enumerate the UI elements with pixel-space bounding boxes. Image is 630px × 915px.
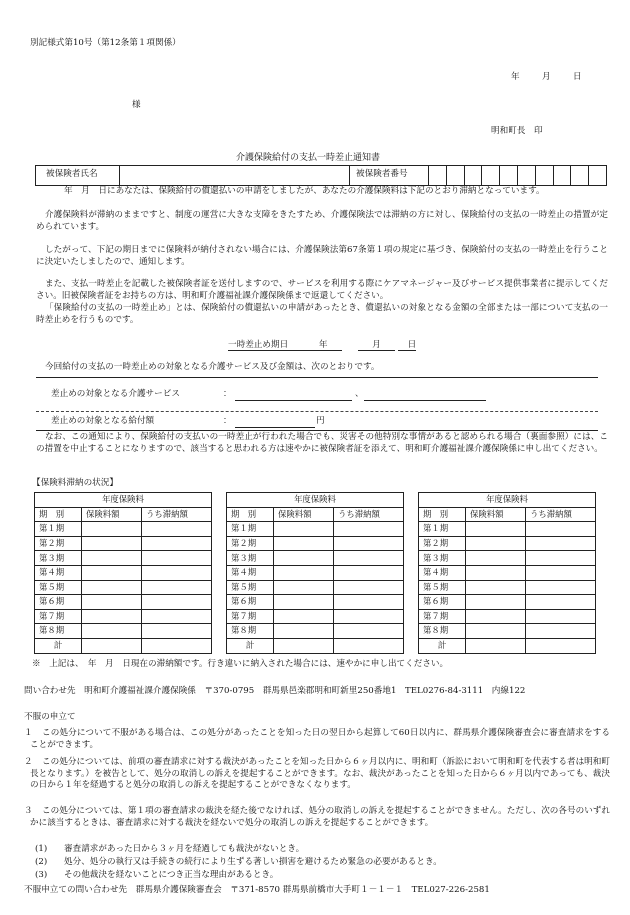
paragraph-decision: したがって、下記の期日までに保険料が納付されない場合には、介護保険法第67条第１項の規定に基づき、保険給付の支払の一時差止を行うことに決定いたしましたので、通知します。 [36, 245, 608, 267]
overdue-cell [334, 551, 404, 566]
overdue-cell [142, 595, 212, 610]
deadline-month: 月 [358, 340, 395, 351]
period-label: 第３期 [227, 551, 274, 566]
arrears-table [418, 492, 596, 654]
deadline-label: 一時差止め期日 [228, 340, 338, 351]
date-year: 年 [511, 72, 520, 82]
total-fee-cell [466, 638, 526, 653]
period-label: 第２期 [419, 536, 466, 551]
fee-cell [274, 565, 334, 580]
number-box-divider [428, 166, 429, 185]
appeal-sub-num-2: (2) [35, 857, 48, 867]
number-box-divider [588, 166, 589, 185]
total-label: 計 [419, 638, 466, 653]
overdue-cell [526, 595, 596, 610]
fee-cell [466, 580, 526, 595]
overdue-cell [526, 522, 596, 537]
overdue-cell [526, 624, 596, 639]
number-box-divider [553, 166, 554, 185]
fee-cell [274, 609, 334, 624]
fee-cell [274, 522, 334, 537]
fee-cell [466, 551, 526, 566]
appeal-heading: 不服の申立て [24, 712, 76, 722]
period-label: 第４期 [419, 565, 466, 580]
appeal-num-2: ２ [24, 757, 33, 767]
year-fee-header: 年度保険料 [35, 493, 212, 508]
table-row [35, 580, 212, 595]
period-header: 期 別 [35, 507, 82, 522]
table-row [35, 536, 212, 551]
total-fee-cell [274, 638, 334, 653]
table-row [227, 522, 404, 537]
fee-cell [82, 536, 142, 551]
amount-field [235, 427, 315, 428]
period-label: 第８期 [419, 624, 466, 639]
table-row [35, 609, 212, 624]
arrears-table [34, 492, 212, 654]
fee-cell [274, 595, 334, 610]
overdue-header: うち滞納額 [334, 507, 404, 522]
table-row [419, 580, 596, 595]
period-label: 第１期 [227, 522, 274, 537]
table-row [35, 551, 212, 566]
deadline-line [228, 340, 424, 352]
service-colon: ： [223, 389, 232, 399]
fee-cell [82, 595, 142, 610]
number-box-divider [535, 166, 536, 185]
number-box-divider [446, 166, 447, 185]
overdue-cell [526, 536, 596, 551]
overdue-cell [142, 551, 212, 566]
table-row [419, 624, 596, 639]
table-row [419, 565, 596, 580]
deadline-year: 年 [319, 340, 342, 351]
overdue-cell [142, 565, 212, 580]
table-row [419, 551, 596, 566]
fee-cell [274, 624, 334, 639]
number-box-divider [570, 166, 571, 185]
total-overdue-cell [334, 638, 404, 653]
paragraph-card: また、支払一時差止を記載した被保険者証を送付しますので、サービスを利用する際にケアマネージャー及びサービス提供事業者に提示してください。旧被保険者証をお持ちの方は、明和町介護福祉課介護保険係まで返還してください。 [36, 279, 608, 301]
deadline-day: 日 [398, 340, 417, 351]
amount-label: 差止めの対象となる給付額 [51, 416, 155, 426]
insured-name-label: 被保険者氏名 [46, 169, 98, 179]
period-label: 第３期 [35, 551, 82, 566]
arrears-table [226, 492, 404, 654]
period-header: 期 別 [419, 507, 466, 522]
fee-cell [82, 609, 142, 624]
fee-cell [466, 522, 526, 537]
table-row [35, 565, 212, 580]
total-overdue-cell [526, 638, 596, 653]
fee-cell [466, 565, 526, 580]
fee-cell [466, 609, 526, 624]
amount-yen: 円 [316, 416, 325, 426]
appeal-sub-item-3: その他裁決を経ないことにつき正当な理由があるとき。 [64, 870, 279, 880]
period-label: 第６期 [227, 595, 274, 610]
appeal-item-1: この処分について不服がある場合は、この処分があったことを知った日の翌日から起算して60日以内に、群馬県介護保険審査会に審査請求をすることができます。 [30, 728, 610, 750]
appeal-num-1: １ [24, 728, 33, 738]
table-row [227, 580, 404, 595]
form-id: 別記様式第10号（第12条第１項関係） [30, 38, 181, 48]
fee-cell [274, 580, 334, 595]
appeal-sub-num-1: (1) [35, 844, 48, 854]
table-row [35, 522, 212, 537]
period-label: 第８期 [35, 624, 82, 639]
overdue-cell [334, 595, 404, 610]
overdue-cell [142, 536, 212, 551]
amount-colon: ： [223, 416, 232, 426]
table-row [227, 624, 404, 639]
appeal-num-3: ３ [24, 806, 33, 816]
period-label: 第７期 [35, 609, 82, 624]
disaster-note: なお、この通知により、保険給付の支払いの一時差止が行われた場合でも、災害その他特別な事情があると認められる場合（裏面参照）には、この措置を中止することになりますので、該当すると思われる方は速やかに被保険者証を添えて、明和町介護福祉課介護保険係に申し出てください。 [36, 432, 608, 454]
service-field-2 [364, 400, 486, 401]
overdue-header: うち滞納額 [142, 507, 212, 522]
service-label: 差止めの対象となる介護サービス [51, 389, 180, 399]
fee-cell [466, 624, 526, 639]
year-fee-header: 年度保険料 [227, 493, 404, 508]
contact-info: 問い合わせ先 明和町介護福祉課介護保険係 〒370-0795 群馬県邑楽郡明和町新里250番地1 TEL0276-84-3111 内線122 [24, 686, 526, 696]
number-box-divider [499, 166, 500, 185]
period-label: 第８期 [227, 624, 274, 639]
appeal-sub-num-3: (3) [35, 870, 48, 880]
period-label: 第２期 [35, 536, 82, 551]
year-fee-header: 年度保険料 [419, 493, 596, 508]
overdue-cell [334, 609, 404, 624]
table-row [419, 536, 596, 551]
table-row [35, 624, 212, 639]
period-label: 第３期 [419, 551, 466, 566]
insured-header-table [35, 165, 607, 186]
document-title: 介護保険給付の支払一時差止通知書 [236, 153, 381, 163]
fee-cell [274, 536, 334, 551]
fee-cell [82, 522, 142, 537]
overdue-cell [526, 565, 596, 580]
paragraph-definition: 「保険給付の支払の一時差止め」とは、保険給付の償還払いの申請があったとき、償還払いの対象となる金額の全部または一部について支払の一時差止めを行うものです。 [36, 303, 608, 325]
table-row [35, 595, 212, 610]
table-row [227, 536, 404, 551]
overdue-cell [334, 565, 404, 580]
date-day: 日 [573, 72, 582, 82]
period-label: 第２期 [227, 536, 274, 551]
period-label: 第１期 [419, 522, 466, 537]
paragraph-system: 介護保険料が滞納のままですと、制度の運営に大きな支障をきたすため、介護保険法では滞納の方に対し、保険給付の支払の一時差止の措置が定められています。 [36, 210, 608, 232]
service-field-1 [235, 400, 352, 401]
date-month: 月 [542, 72, 551, 82]
overdue-cell [334, 536, 404, 551]
overdue-cell [142, 609, 212, 624]
fee-cell [82, 580, 142, 595]
overdue-cell [142, 580, 212, 595]
number-box-divider [464, 166, 465, 185]
status-heading: 【保険料滞納の状況】 [32, 478, 118, 488]
table-row [419, 609, 596, 624]
overdue-cell [334, 580, 404, 595]
table-row [419, 595, 596, 610]
appeal-item-3: この処分については、第１項の審査請求の裁決を経た後でなければ、処分の取消しの訴えを提起することができません。ただし、次の各号のいずれかに該当するときは、審査請求に対する裁決を経ないで処分の取消しの訴えを提起することができます。 [30, 806, 610, 828]
overdue-cell [334, 522, 404, 537]
period-label: 第５期 [419, 580, 466, 595]
total-fee-cell [82, 638, 142, 653]
table-row [227, 565, 404, 580]
fee-cell [82, 624, 142, 639]
status-note: ※ 上記は、 年 月 日現在の滞納額です。行き違いに納入された場合には、速やかに申し出てください。 [32, 659, 449, 669]
overdue-cell [142, 522, 212, 537]
appeal-item-2: この処分については、前項の審査請求に対する裁決があったことを知った日から６ヶ月以内に、明和町（訴訟において明和町を代表する者は明和町長となります。）を被告として、処分の取消しの訴えを提起することができます。なお、裁決があったことを知った日から６ヶ月以内であっても、裁決の日から１年を経過すると処分の取消しの訴えを提起することができなくなります。 [30, 757, 610, 791]
fee-cell [466, 595, 526, 610]
overdue-cell [526, 551, 596, 566]
period-label: 第１期 [35, 522, 82, 537]
appeal-sub-item-1: 審査請求があった日から３ヶ月を経過しても裁決がないとき。 [64, 844, 305, 854]
fee-cell [82, 565, 142, 580]
fee-cell [466, 536, 526, 551]
overdue-cell [526, 580, 596, 595]
fee-header: 保険料額 [466, 507, 526, 522]
period-label: 第６期 [419, 595, 466, 610]
service-separator: 、 [355, 389, 364, 399]
paragraph-application: 年 月 日にあなたは、保険給付の償還払いの申請をしましたが、あなたの介護保険料は下記のとおり滞納となっています。 [64, 186, 545, 196]
total-label: 計 [227, 638, 274, 653]
total-label: 計 [35, 638, 82, 653]
appeal-contact: 不服申立ての問い合わせ先 群馬県介護保険審査会 〒371-8570 群馬県前橋市大手町１－１－１ TEL027-226-2581 [24, 885, 490, 895]
overdue-cell [334, 624, 404, 639]
table-row [227, 551, 404, 566]
table-row [419, 522, 596, 537]
period-label: 第５期 [35, 580, 82, 595]
addressee-suffix: 様 [132, 100, 141, 110]
period-label: 第７期 [419, 609, 466, 624]
period-label: 第４期 [227, 565, 274, 580]
target-intro: 今回給付の支払の一時差止めの対象となる介護サービス及び金額は、次のとおりです。 [45, 362, 380, 372]
total-overdue-cell [142, 638, 212, 653]
overdue-cell [526, 609, 596, 624]
number-box-divider [481, 166, 482, 185]
fee-header: 保険料額 [274, 507, 334, 522]
issuer: 明和町長 印 [491, 126, 543, 136]
fee-cell [274, 551, 334, 566]
table-row [227, 609, 404, 624]
table-row [227, 595, 404, 610]
insured-number-label: 被保険者番号 [356, 169, 408, 179]
fee-cell [82, 551, 142, 566]
period-label: 第５期 [227, 580, 274, 595]
period-label: 第６期 [35, 595, 82, 610]
period-label: 第７期 [227, 609, 274, 624]
number-box-divider [517, 166, 518, 185]
overdue-cell [142, 624, 212, 639]
period-header: 期 別 [227, 507, 274, 522]
period-label: 第４期 [35, 565, 82, 580]
fee-header: 保険料額 [82, 507, 142, 522]
appeal-sub-item-2: 処分、処分の執行又は手続きの続行により生ずる著しい損害を避けるため緊急の必要があるとき。 [64, 857, 442, 867]
overdue-header: うち滞納額 [526, 507, 596, 522]
